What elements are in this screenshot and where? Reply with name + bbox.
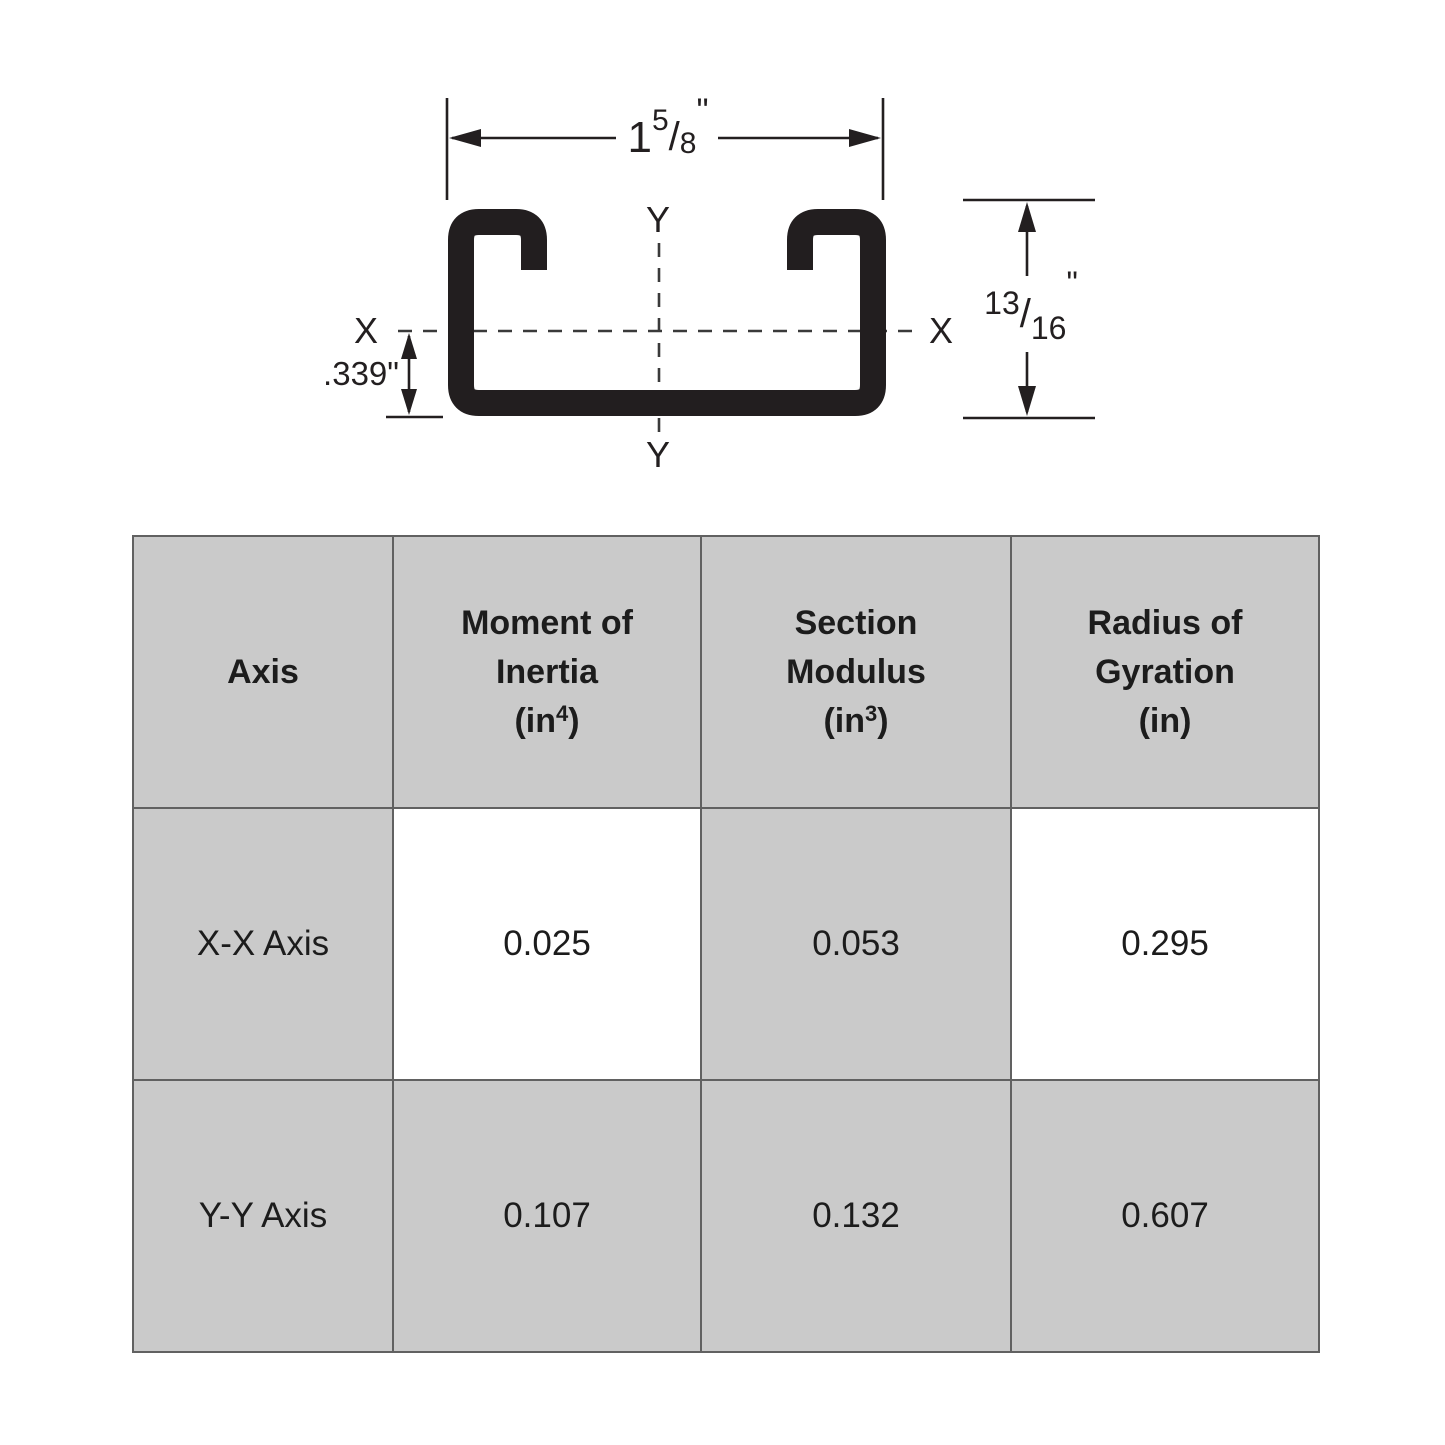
width-dimension xyxy=(447,92,883,200)
cell-xx-moment-of-inertia xyxy=(393,808,701,1080)
cell-yy-axis-label xyxy=(133,1080,393,1352)
header-unit-line xyxy=(1012,704,1318,738)
value: 0.107 xyxy=(503,1196,591,1235)
value: 0.025 xyxy=(503,924,591,963)
unit-close: ) xyxy=(1180,702,1192,740)
table-row-xx-axis xyxy=(133,808,1319,1080)
value: 0.132 xyxy=(812,1196,900,1235)
header-row xyxy=(133,536,1319,808)
cell-xx-section-modulus xyxy=(701,808,1011,1080)
channel-cross-section-diagram xyxy=(0,0,1445,530)
unit-superscript: 4 xyxy=(555,701,569,726)
y-axis-label-bottom: Y xyxy=(645,434,671,475)
axis-name: Y-Y Axis xyxy=(198,1196,328,1235)
header-axis xyxy=(133,536,393,808)
arrowhead-left-icon xyxy=(449,129,481,147)
value: 0.607 xyxy=(1121,1196,1209,1235)
unit-close: ) xyxy=(877,702,889,740)
height-dimension xyxy=(963,200,1095,418)
value: 0.053 xyxy=(812,924,900,963)
width-denominator: 8 xyxy=(679,127,697,160)
header-line: Radius of xyxy=(1087,604,1243,642)
offset-dimension-text: .339" xyxy=(323,355,399,392)
height-dimension-text xyxy=(984,265,1078,346)
cell-yy-moment-of-inertia xyxy=(393,1080,701,1352)
offset-arrowhead-up-icon xyxy=(401,333,417,359)
channel-outline xyxy=(461,222,873,403)
offset-dimension xyxy=(323,333,443,417)
cell-yy-section-modulus xyxy=(701,1080,1011,1352)
cell-yy-radius-of-gyration xyxy=(1011,1080,1319,1352)
cell-xx-radius-of-gyration xyxy=(1011,808,1319,1080)
unit-base: (in xyxy=(823,702,865,740)
x-axis-label-left: X xyxy=(353,310,379,351)
y-axis-label-top: Y xyxy=(645,199,671,240)
unit-superscript: 3 xyxy=(864,701,878,726)
x-axis-label-right: X xyxy=(928,310,954,351)
height-numerator: 13 xyxy=(984,285,1020,321)
header-unit-line xyxy=(702,701,1010,740)
header-radius-of-gyration xyxy=(1011,536,1319,808)
width-inch-mark: " xyxy=(696,92,709,130)
unit-base: (in xyxy=(1138,702,1181,740)
height-fraction-slash: / xyxy=(1019,292,1031,336)
header-axis-label: Axis xyxy=(227,653,299,691)
header-line: Modulus xyxy=(786,653,926,691)
section-properties-table xyxy=(132,535,1320,1353)
width-fraction-slash: / xyxy=(668,115,680,159)
unit-base: (in xyxy=(514,702,556,740)
header-line: Moment of xyxy=(461,604,633,642)
axis-name: X-X Axis xyxy=(196,924,330,963)
offset-arrowhead-down-icon xyxy=(401,389,417,415)
width-dimension-text xyxy=(627,92,708,162)
height-inch-mark: " xyxy=(1066,265,1078,301)
arrowhead-right-icon xyxy=(849,129,881,147)
cell-xx-axis-label xyxy=(133,808,393,1080)
unit-close: ) xyxy=(568,702,580,740)
header-line: Section xyxy=(794,604,918,642)
width-whole: 1 xyxy=(627,113,652,162)
header-moment-of-inertia xyxy=(393,536,701,808)
value: 0.295 xyxy=(1121,924,1209,963)
height-denominator: 16 xyxy=(1030,310,1067,346)
header-line: Inertia xyxy=(495,653,599,691)
header-line: Gyration xyxy=(1095,653,1235,691)
table-row-yy-axis xyxy=(133,1080,1319,1352)
header-unit-line xyxy=(394,701,700,740)
arrowhead-up-icon xyxy=(1018,202,1036,232)
header-section-modulus xyxy=(701,536,1011,808)
arrowhead-down-icon xyxy=(1018,386,1036,416)
width-numerator: 5 xyxy=(651,104,669,137)
